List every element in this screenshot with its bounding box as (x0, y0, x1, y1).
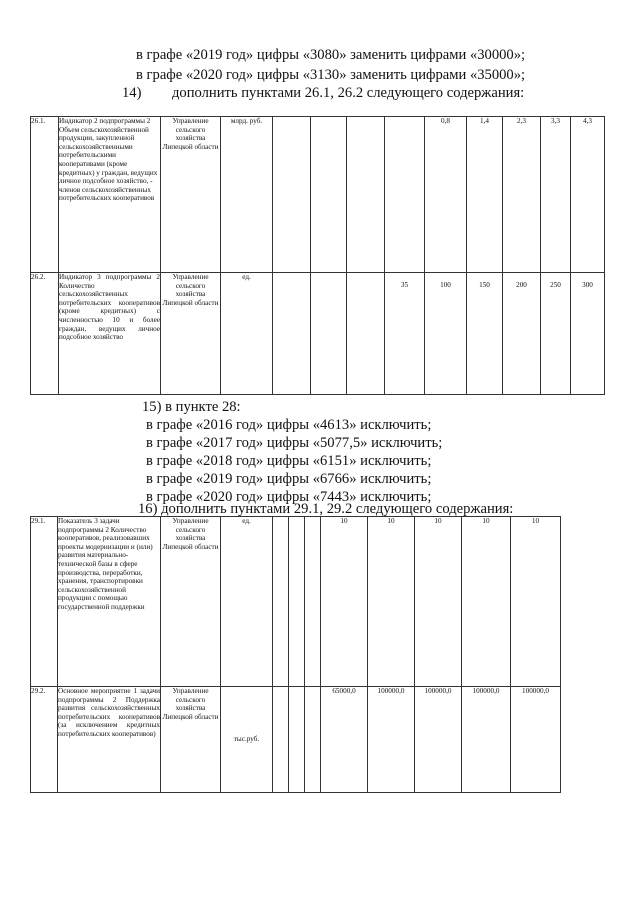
value-cell: 4,3 (571, 117, 605, 273)
value-cell (273, 687, 289, 793)
intro-line-2020: в графе «2020 год» цифры «3130» заменить цифрами «35000»; (136, 67, 526, 83)
line-2017: в графе «2017 год» цифры «5077,5» исключить; (146, 435, 443, 451)
table-indicators-29 (30, 516, 561, 793)
row-description: Показатель 3 задачи подпрограммы 2 Количество кооперативов, реализовавших проекты модернизации и (или) развития материально-технической базы в сфере производства, переработки, хранения, транспортировки сельскохозяйственной продукции с помощью государственной поддержки (58, 517, 161, 687)
value-cell (305, 517, 321, 687)
row-description: Основное мероприятие 1 задачи подпрограммы 2 Поддержка развития сельскохозяйственных потребительских кооперативов (за исключением кредитных потребительских кооперативов) (58, 687, 161, 793)
value-cell: 200 (503, 273, 541, 395)
row-description: Индикатор 3 подпрограммы 2 Количество сельскохозяйственных потребительских кооперативов (кроме кредитных) с численностью 10 и более граждан, ведущих личное подсобное хозяйство (59, 273, 161, 395)
line-2020: в графе «2020 год» цифры «7443» исключить; (146, 489, 432, 505)
value-cell: 100 (425, 273, 467, 395)
value-cell: 250 (541, 273, 571, 395)
row-organization: Управление сельского хозяйства Липецкой области (161, 687, 221, 793)
row-organization: Управление сельского хозяйства Липецкой области (161, 517, 221, 687)
value-cell (273, 273, 311, 395)
value-cell (311, 117, 347, 273)
line-2018: в графе «2018 год» цифры «6151» исключить; (146, 453, 432, 469)
value-cell: 10 (462, 517, 511, 687)
line-2016: в графе «2016 год» цифры «4613» исключить; (146, 417, 432, 433)
value-cell (273, 117, 311, 273)
value-cell: 300 (571, 273, 605, 395)
row-unit: тыс.руб. (221, 687, 273, 793)
value-cell: 150 (467, 273, 503, 395)
value-cell: 0,8 (425, 117, 467, 273)
value-cell: 3,3 (541, 117, 571, 273)
row-number: 26.2. (31, 273, 59, 395)
item-14-number: 14) (122, 85, 142, 101)
value-cell: 10 (321, 517, 368, 687)
row-organization: Управление сельского хозяйства Липецкой области (161, 117, 221, 273)
value-cell: 100000,0 (511, 687, 561, 793)
value-cell (311, 273, 347, 395)
item-16-text: 16) дополнить пунктами 29.1, 29.2 следующего содержания: (138, 501, 514, 517)
row-number: 26.1. (31, 117, 59, 273)
value-cell: 100000,0 (462, 687, 511, 793)
row-unit: ед. (221, 517, 273, 687)
line-2019: в графе «2019 год» цифры «6766» исключить; (146, 471, 432, 487)
value-cell: 1,4 (467, 117, 503, 273)
value-cell: 10 (511, 517, 561, 687)
value-cell (305, 687, 321, 793)
table-row (31, 517, 561, 687)
table-row (31, 117, 605, 273)
item-14-text: дополнить пунктами 26.1, 26.2 следующего содержания: (172, 85, 525, 101)
value-cell (289, 687, 305, 793)
row-unit: ед. (221, 273, 273, 395)
intro-line-2019: в графе «2019 год» цифры «3080» заменить цифрами «30000»; (136, 47, 526, 63)
item-15-text: 15) в пункте 28: (142, 399, 241, 415)
value-cell: 100000,0 (415, 687, 462, 793)
table-indicators-26 (30, 116, 605, 395)
value-cell (273, 517, 289, 687)
row-number: 29.1. (31, 517, 58, 687)
value-cell: 35 (385, 273, 425, 395)
row-description: Индикатор 2 подпрограммы 2 Объем сельскохозяйственной продукции, закупленной сельскохозяйственными потребительскими кооперативами (кроме кредитных) у граждан, ведущих личное подсобное хозяйство, - членов сельскохозяйственных потребительских кооперативов (59, 117, 161, 273)
value-cell (347, 117, 385, 273)
value-cell: 10 (368, 517, 415, 687)
value-cell: 2,3 (503, 117, 541, 273)
value-cell (289, 517, 305, 687)
row-unit: млрд. руб. (221, 117, 273, 273)
table-row (31, 273, 605, 395)
value-cell (347, 273, 385, 395)
table-row (31, 687, 561, 793)
value-cell: 65000,0 (321, 687, 368, 793)
value-cell: 10 (415, 517, 462, 687)
row-number: 29.2. (31, 687, 58, 793)
value-cell: 100000,0 (368, 687, 415, 793)
row-organization: Управление сельского хозяйства Липецкой области (161, 273, 221, 395)
value-cell (385, 117, 425, 273)
